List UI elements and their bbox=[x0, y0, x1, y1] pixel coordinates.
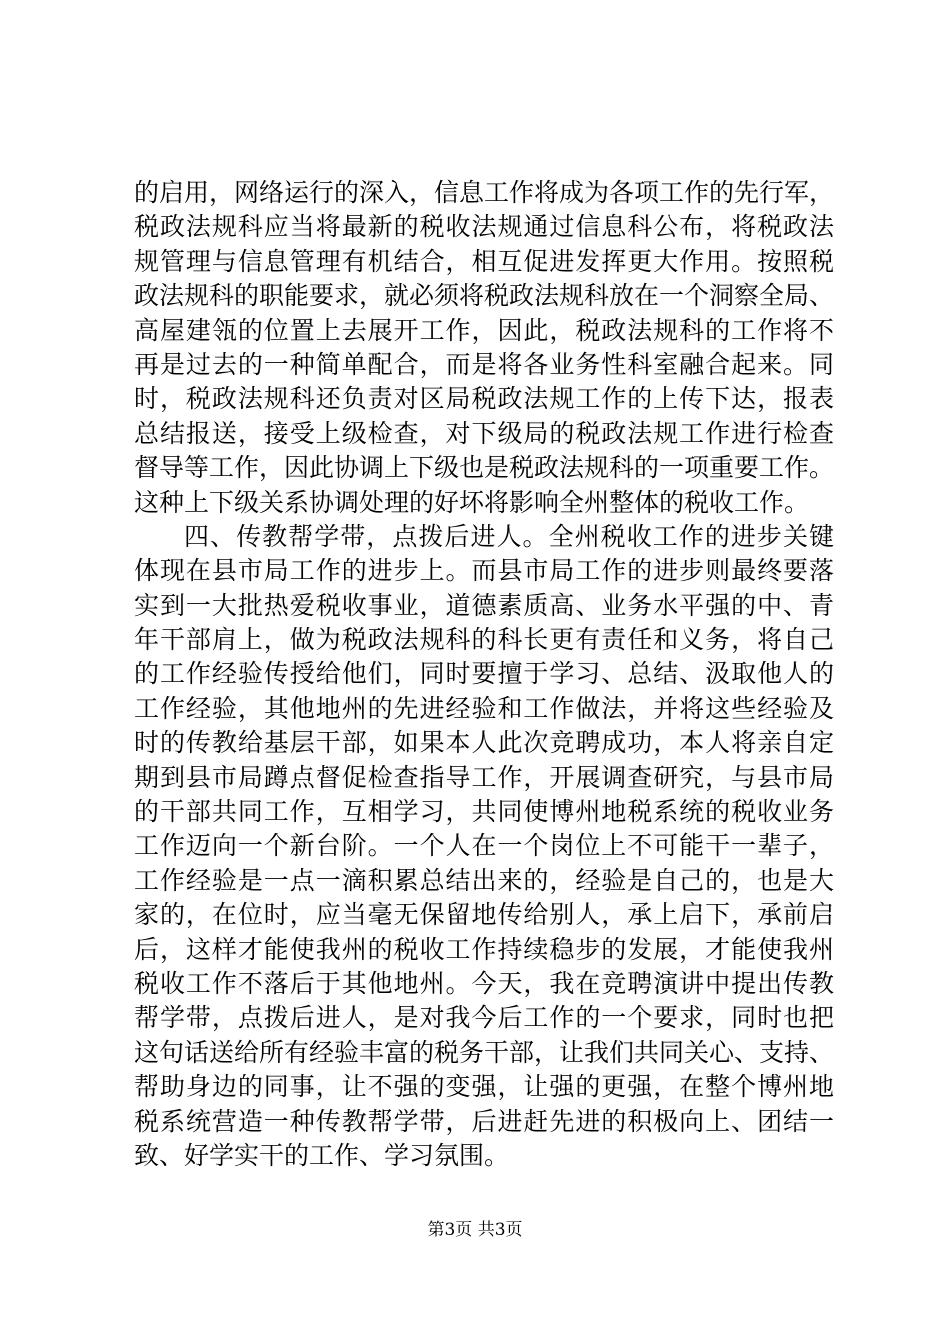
text-line: 帮助身边的同事，让不强的变强，让强的更强，在整个博州地 bbox=[134, 1072, 834, 1102]
text-line: 的工作经验传授给他们，同时要擅于学习、总结、汲取他人的 bbox=[134, 659, 834, 689]
text-line: 总结报送，接受上级检查，对下级局的税政法规工作进行检查 bbox=[134, 418, 834, 448]
text-line: 实到一大批热爱税收事业，道德素质高、业务水平强的中、青 bbox=[134, 590, 834, 620]
text-line: 工作经验是一点一滴积累总结出来的，经验是自己的，也是大 bbox=[134, 865, 834, 895]
text-line: 年干部肩上，做为税政法规科的科长更有责任和义务，将自己 bbox=[134, 625, 834, 655]
text-line: 工作经验，其他地州的先进经验和工作做法，并将这些经验及 bbox=[134, 693, 834, 723]
text-line: 这句话送给所有经验丰富的税务干部，让我们共同关心、支持、 bbox=[134, 1037, 835, 1067]
text-line: 这种上下级关系协调处理的好坏将影响全州整体的税收工作。 bbox=[134, 487, 810, 517]
body-text bbox=[134, 176, 834, 1173]
text-line: 督导等工作，因此协调上下级也是税政法规科的一项重要工作。 bbox=[134, 453, 835, 483]
text-line: 致、好学实干的工作、学习氛围。 bbox=[134, 1140, 510, 1170]
text-line: 再是过去的一种简单配合，而是将各业务性科室融合起来。同 bbox=[134, 349, 834, 379]
text-line: 税收工作不落后于其他地州。今天，我在竞聘演讲中提出传教 bbox=[134, 968, 834, 998]
text-line: 帮学带，点拨后进人，是对我今后工作的一个要求，同时也把 bbox=[134, 1003, 834, 1033]
text-line: 时的传教给基层干部，如果本人此次竞聘成功，本人将亲自定 bbox=[134, 728, 834, 758]
text-line: 时，税政法规科还负责对区局税政法规工作的上传下达，报表 bbox=[134, 384, 834, 414]
text-line: 工作迈向一个新台阶。一个人在一个岗位上不可能干一辈子， bbox=[134, 831, 834, 861]
text-line: 税系统营造一种传教帮学带，后进赶先进的积极向上、团结一 bbox=[134, 1106, 834, 1136]
page-number-footer: 第3页 共3页 bbox=[427, 1220, 523, 1240]
text-line: 政法规科的职能要求，就必须将税政法规科放在一个洞察全局、 bbox=[134, 281, 835, 311]
text-line: 规管理与信息管理有机结合，相互促进发挥更大作用。按照税 bbox=[134, 246, 834, 276]
paragraph-start-line: 四、传教帮学带，点拨后进人。全州税收工作的进步关键 bbox=[184, 521, 834, 551]
text-line: 体现在县市局工作的进步上。而县市局工作的进步则最终要落 bbox=[134, 556, 834, 586]
text-line: 家的，在位时，应当毫无保留地传给别人，承上启下，承前启 bbox=[134, 900, 834, 930]
text-line: 高屋建瓴的位置上去展开工作，因此，税政法规科的工作将不 bbox=[134, 315, 834, 345]
text-line: 税政法规科应当将最新的税收法规通过信息科公布，将税政法 bbox=[134, 212, 834, 242]
text-line: 期到县市局蹲点督促检查指导工作，开展调查研究，与县市局 bbox=[134, 762, 834, 792]
text-line: 后，这样才能使我州的税收工作持续稳步的发展，才能使我州 bbox=[134, 934, 834, 964]
text-line: 的干部共同工作，互相学习，共同使博州地税系统的税收业务 bbox=[134, 797, 834, 827]
text-line: 的启用，网络运行的深入，信息工作将成为各项工作的先行军， bbox=[134, 178, 835, 207]
